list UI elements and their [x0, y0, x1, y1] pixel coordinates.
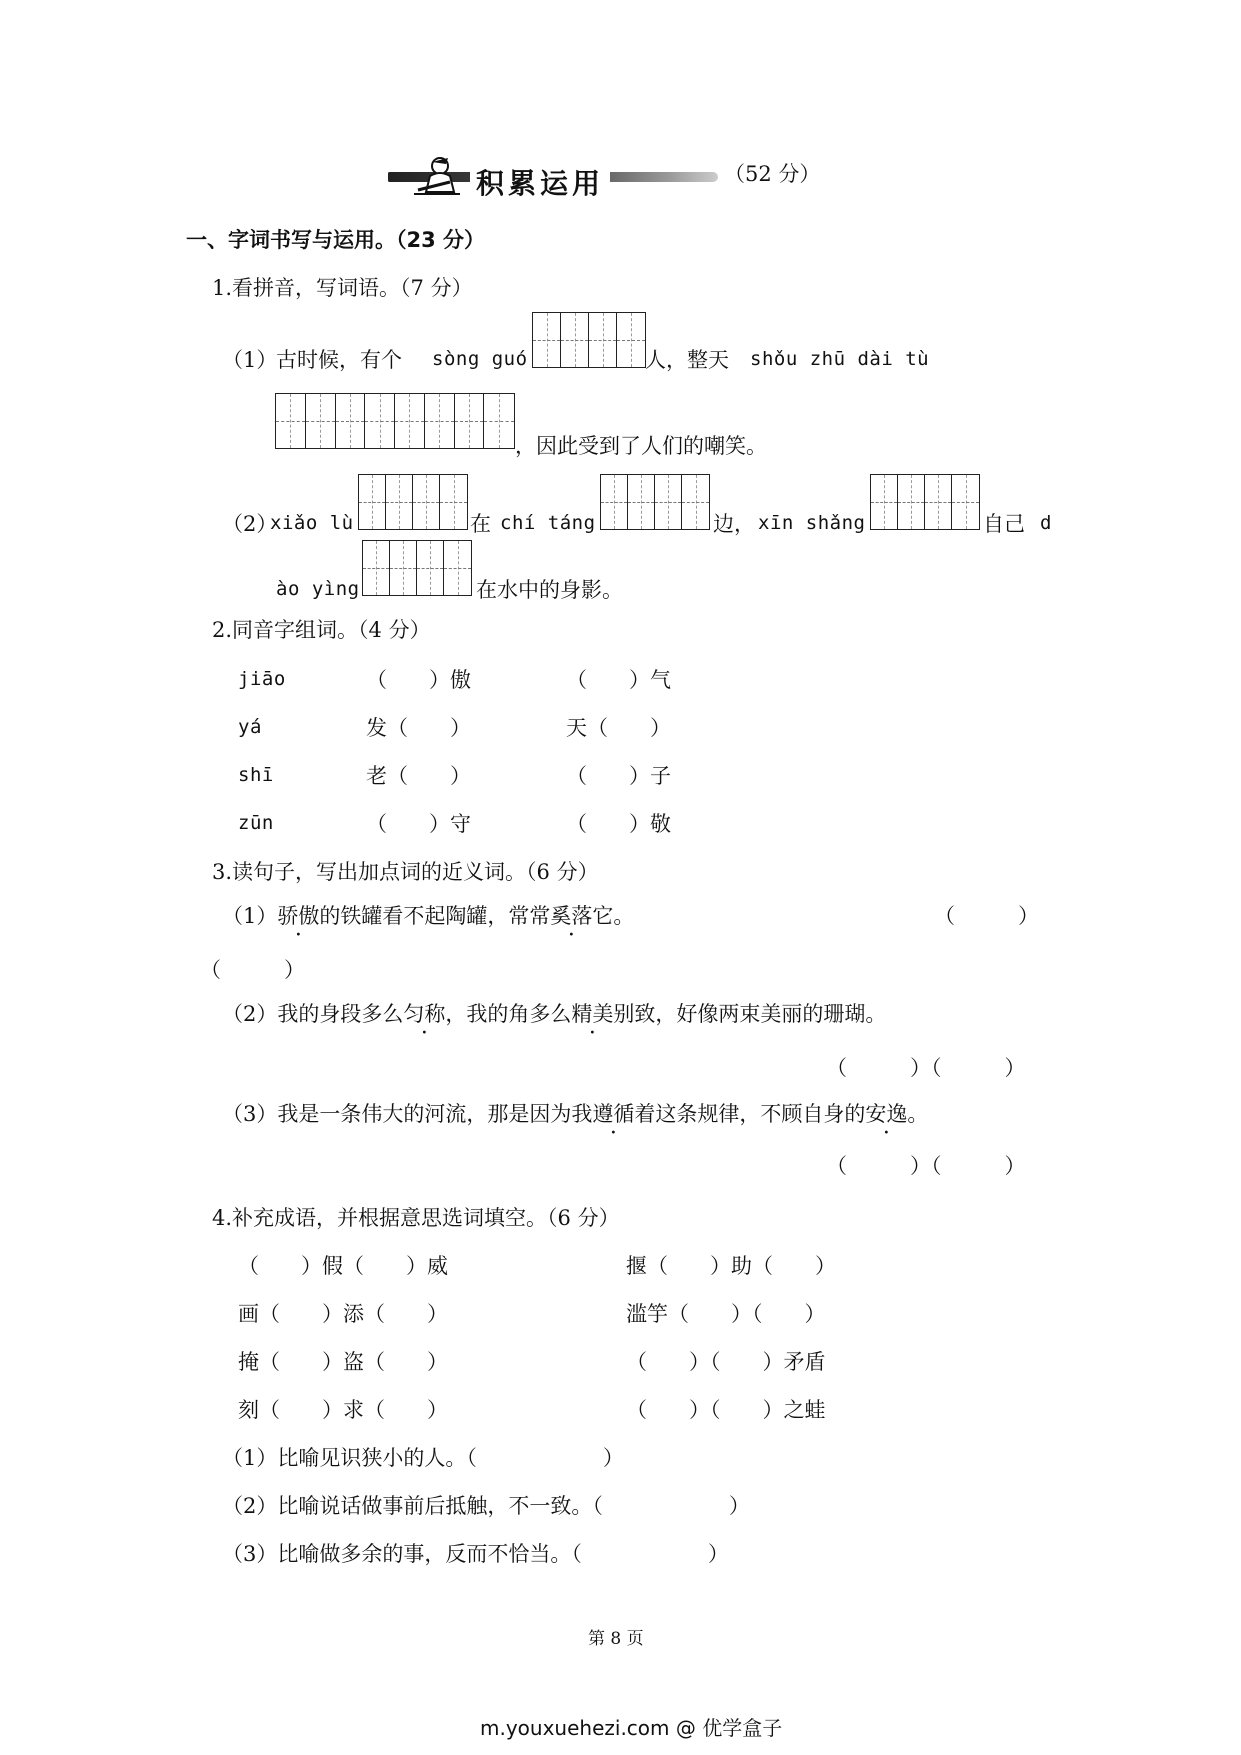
q3-s2-sentence: （2）我的身段多么匀称，我的角多么精美别致，好像两束美丽的珊瑚。: [222, 1002, 887, 1026]
banner-score: （52 分）: [724, 162, 821, 186]
q3-s3-blanks[interactable]: （ ）（ ）: [826, 1154, 1026, 1178]
q4-idiom-left[interactable]: 掩（ ）盗（ ）: [238, 1350, 448, 1374]
q2-row-blank-b[interactable]: （ ）子: [566, 764, 671, 788]
q2-row-blank-b[interactable]: （ ）敬: [566, 812, 671, 836]
writing-boy-icon: [410, 152, 466, 198]
page-number: 第 8 页: [588, 1629, 644, 1649]
q3-s2-blanks[interactable]: （ ）（ ）: [826, 1056, 1026, 1080]
q2-row-blank-a[interactable]: （ ）傲: [366, 668, 471, 692]
q3-s3-sentence: （3）我是一条伟大的河流，那是因为我遵循着这条规律，不顾自身的安逸。: [222, 1102, 929, 1126]
q2-row-pinyin: jiāo: [238, 668, 286, 690]
source-watermark: m.youxuehezi.com @ 优学盒子: [480, 1716, 783, 1740]
answer-grid[interactable]: [532, 312, 646, 368]
q2-row-pinyin: shī: [238, 764, 274, 786]
answer-grid[interactable]: [362, 540, 472, 596]
section-heading: 一、字词书写与运用。（23 分）: [186, 228, 486, 252]
q1-s2-num: （2）: [222, 512, 278, 536]
q4-idiom-left[interactable]: 刻（ ）求（ ）: [238, 1398, 448, 1422]
dotted-word: 精美: [571, 1002, 614, 1026]
q3-title: 3.读句子，写出加点词的近义词。（6 分）: [212, 860, 599, 884]
q2-row-blank-a[interactable]: （ ）守: [366, 812, 471, 836]
answer-grid[interactable]: [600, 474, 710, 530]
q4-idiom-left[interactable]: （ ）假（ ）威: [238, 1254, 448, 1278]
q1-s1-pinyin-1: sòng guó: [432, 348, 528, 370]
q1-s2-text-c: 自己: [983, 512, 1025, 536]
dotted-word: 骄傲: [277, 904, 320, 928]
q1-s1-text-c: ，因此受到了人们的嘲笑。: [515, 434, 767, 458]
q2-row-blank-a[interactable]: 老（ ）: [366, 764, 471, 788]
q3-s1-blank-1[interactable]: （ ）: [934, 904, 1039, 928]
q4-title: 4.补充成语，并根据意思选词填空。（6 分）: [212, 1206, 620, 1230]
dotted-word: 遵循: [592, 1102, 635, 1126]
q4-idiom-left[interactable]: 画（ ）添（ ）: [238, 1302, 448, 1326]
q1-title: 1.看拼音，写词语。（7 分）: [212, 276, 473, 300]
q1-s2-text-a: 在: [470, 512, 491, 536]
q4-definition[interactable]: （3）比喻做多余的事，反而不恰当。（ ）: [222, 1542, 729, 1566]
q1-s1-text-b: 人，整天: [645, 348, 729, 372]
q1-s2-pinyin-2: chí táng: [500, 512, 596, 534]
answer-grid[interactable]: [275, 393, 515, 449]
q1-s1-num: （1）: [222, 348, 278, 372]
q1-s2-pinyin-3: xīn shǎng: [758, 512, 866, 534]
q3-s1-sentence: （1）骄傲的铁罐看不起陶罐，常常奚落它。: [222, 904, 635, 928]
q1-s2-text-b: 边，: [713, 512, 755, 536]
q1-s2-pinyin-4a: d: [1040, 512, 1052, 534]
q2-row-blank-b[interactable]: 天（ ）: [566, 716, 671, 740]
q1-s2-pinyin-1: xiǎo lù: [270, 512, 354, 534]
q2-row-blank-b[interactable]: （ ）气: [566, 668, 671, 692]
banner-title: 积累运用: [470, 162, 610, 202]
q2-row-pinyin: zūn: [238, 812, 274, 834]
q4-idiom-right[interactable]: （ ）（ ）矛盾: [626, 1350, 826, 1374]
dotted-word: 安逸: [865, 1102, 908, 1126]
answer-grid[interactable]: [358, 474, 468, 530]
q3-s1-blank-2[interactable]: （ ）: [200, 958, 305, 982]
q2-row-blank-a[interactable]: 发（ ）: [366, 716, 471, 740]
q2-title: 2.同音字组词。（4 分）: [212, 618, 431, 642]
q4-definition[interactable]: （1）比喻见识狭小的人。（ ）: [222, 1446, 624, 1470]
q1-s2-text-d: 在水中的身影。: [476, 578, 623, 602]
dotted-word: 匀称: [403, 1002, 446, 1026]
q4-definition[interactable]: （2）比喻说话做事前后抵触，不一致。（ ）: [222, 1494, 750, 1518]
q4-idiom-right[interactable]: 揠（ ）助（ ）: [626, 1254, 836, 1278]
q1-s1-pinyin-2: shǒu zhū dài tù: [750, 348, 930, 370]
q1-s1-text-a: 古时候，有个: [276, 348, 402, 372]
answer-grid[interactable]: [870, 474, 980, 530]
q4-idiom-right[interactable]: （ ）（ ）之蛙: [626, 1398, 826, 1422]
q2-row-pinyin: yá: [238, 716, 262, 738]
q1-s2-pinyin-4b: ào yìng: [276, 578, 360, 600]
dotted-word: 奚落: [550, 904, 593, 928]
q4-idiom-right[interactable]: 滥竽（ ）（ ）: [626, 1302, 826, 1326]
